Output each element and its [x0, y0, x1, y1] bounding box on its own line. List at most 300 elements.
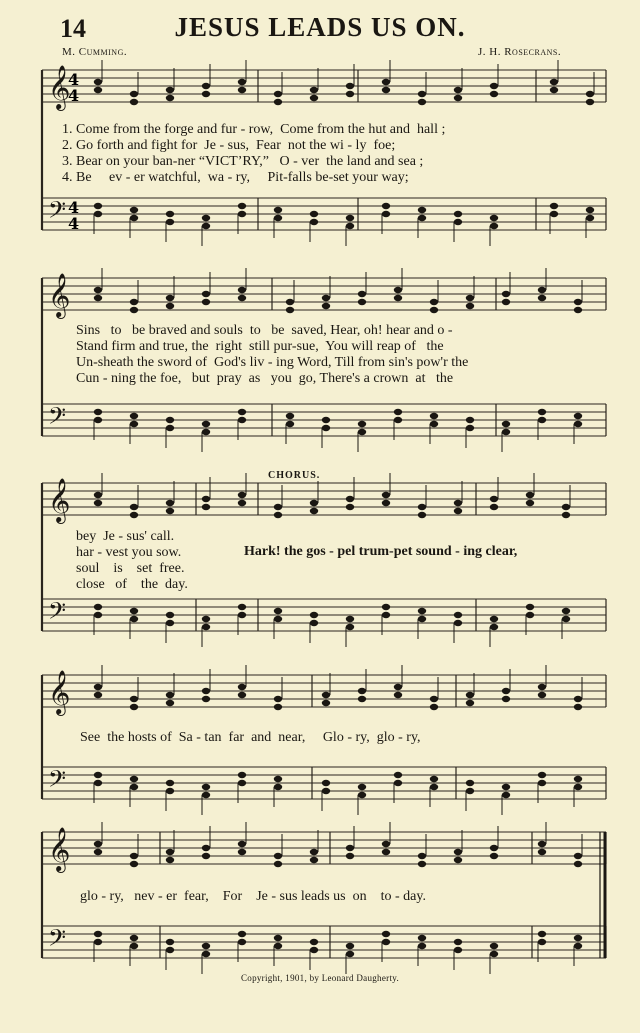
- note-head: [166, 700, 174, 706]
- note-head: [130, 99, 138, 105]
- note-head: [526, 500, 534, 506]
- note-head: [526, 492, 534, 498]
- note-head: [202, 792, 210, 798]
- note-head: [130, 207, 138, 213]
- note-head: [274, 215, 282, 221]
- note-head: [274, 608, 282, 614]
- note-head: [586, 99, 594, 105]
- note-head: [322, 788, 330, 794]
- note-head: [562, 512, 570, 518]
- note-head: [202, 853, 210, 859]
- note-head: [466, 788, 474, 794]
- chorus-label: CHORUS.: [268, 470, 321, 481]
- note-head: [490, 853, 498, 859]
- treble-clef-icon: 𝄞: [48, 478, 71, 522]
- note-head: [574, 853, 582, 859]
- treble-time-signature-top: 4: [68, 70, 80, 89]
- verse-line-2-3: Un-sheath the sword of God's liv - ing Word, Till from sin's pow'r the: [76, 355, 469, 370]
- note-head: [454, 620, 462, 626]
- note-head: [286, 299, 294, 305]
- note-head: [274, 784, 282, 790]
- note-head: [562, 616, 570, 622]
- note-head: [538, 780, 546, 786]
- page-number: 14: [60, 14, 86, 43]
- note-head: [238, 417, 246, 423]
- note-head: [94, 79, 102, 85]
- note-head: [322, 417, 330, 423]
- note-head: [238, 409, 246, 415]
- note-head: [538, 409, 546, 415]
- note-head: [346, 496, 354, 502]
- note-head: [310, 620, 318, 626]
- note-head: [382, 849, 390, 855]
- note-head: [166, 939, 174, 945]
- note-head: [394, 417, 402, 423]
- note-head: [238, 780, 246, 786]
- note-head: [394, 295, 402, 301]
- note-head: [238, 692, 246, 698]
- note-head: [130, 299, 138, 305]
- note-head: [418, 616, 426, 622]
- note-head: [322, 425, 330, 431]
- note-head: [286, 307, 294, 313]
- copyright-notice: Copyright, 1901, by Leonard Daugherty.: [240, 973, 400, 983]
- bass-clef-icon: 𝄢: [48, 196, 67, 229]
- note-head: [346, 845, 354, 851]
- note-head: [94, 492, 102, 498]
- note-head: [454, 95, 462, 101]
- note-head: [358, 792, 366, 798]
- note-head: [166, 87, 174, 93]
- note-head: [574, 776, 582, 782]
- note-head: [130, 413, 138, 419]
- verse-line-1-3: 3. Bear on your ban-ner “VICT’RY,” O - ver the land and sea ;: [62, 154, 424, 169]
- note-head: [94, 841, 102, 847]
- note-head: [466, 700, 474, 706]
- note-head: [94, 692, 102, 698]
- note-head: [490, 223, 498, 229]
- treble-clef-icon: 𝄞: [48, 273, 71, 317]
- note-head: [382, 211, 390, 217]
- note-head: [490, 943, 498, 949]
- note-head: [418, 943, 426, 949]
- note-head: [574, 784, 582, 790]
- note-head: [94, 684, 102, 690]
- chorus-lyric-line-2: See the hosts of Sa - tan far and near, Glo - ry, glo - ry,: [80, 730, 421, 745]
- note-head: [394, 684, 402, 690]
- note-head: [418, 91, 426, 97]
- note-head: [358, 688, 366, 694]
- note-head: [202, 784, 210, 790]
- note-head: [130, 512, 138, 518]
- note-head: [202, 291, 210, 297]
- note-head: [502, 291, 510, 297]
- note-head: [238, 203, 246, 209]
- note-head: [358, 784, 366, 790]
- note-head: [430, 307, 438, 313]
- note-head: [346, 504, 354, 510]
- note-head: [358, 421, 366, 427]
- note-head: [238, 492, 246, 498]
- note-head: [490, 91, 498, 97]
- note-head: [322, 700, 330, 706]
- note-head: [94, 409, 102, 415]
- note-head: [418, 608, 426, 614]
- note-head: [310, 219, 318, 225]
- note-head: [166, 211, 174, 217]
- note-head: [586, 207, 594, 213]
- note-head: [166, 692, 174, 698]
- note-head: [574, 696, 582, 702]
- note-head: [274, 504, 282, 510]
- bass-clef-icon: 𝄢: [48, 402, 67, 435]
- note-head: [130, 215, 138, 221]
- note-head: [502, 792, 510, 798]
- note-head: [94, 604, 102, 610]
- note-head: [418, 853, 426, 859]
- note-head: [166, 620, 174, 626]
- note-head: [538, 287, 546, 293]
- note-head: [202, 421, 210, 427]
- note-head: [94, 772, 102, 778]
- note-head: [358, 429, 366, 435]
- note-head: [490, 616, 498, 622]
- note-head: [394, 772, 402, 778]
- note-head: [310, 508, 318, 514]
- note-head: [574, 421, 582, 427]
- note-head: [238, 604, 246, 610]
- note-head: [310, 612, 318, 618]
- note-head: [502, 429, 510, 435]
- note-head: [346, 853, 354, 859]
- note-head: [130, 784, 138, 790]
- note-head: [94, 295, 102, 301]
- note-head: [94, 87, 102, 93]
- note-head: [502, 784, 510, 790]
- note-head: [202, 215, 210, 221]
- note-head: [346, 943, 354, 949]
- note-head: [274, 616, 282, 622]
- note-head: [382, 492, 390, 498]
- note-head: [166, 95, 174, 101]
- note-head: [202, 504, 210, 510]
- note-head: [130, 704, 138, 710]
- note-head: [94, 211, 102, 217]
- note-head: [466, 295, 474, 301]
- note-head: [166, 425, 174, 431]
- note-head: [202, 91, 210, 97]
- note-head: [346, 616, 354, 622]
- note-head: [274, 512, 282, 518]
- note-head: [430, 299, 438, 305]
- note-head: [526, 604, 534, 610]
- note-head: [202, 951, 210, 957]
- note-head: [94, 500, 102, 506]
- note-head: [310, 95, 318, 101]
- note-head: [574, 935, 582, 941]
- note-head: [574, 861, 582, 867]
- note-head: [166, 849, 174, 855]
- note-head: [238, 500, 246, 506]
- note-head: [430, 704, 438, 710]
- note-head: [286, 421, 294, 427]
- note-head: [166, 947, 174, 953]
- note-head: [130, 608, 138, 614]
- note-head: [358, 299, 366, 305]
- note-head: [166, 303, 174, 309]
- note-head: [274, 99, 282, 105]
- note-head: [538, 692, 546, 698]
- note-head: [538, 841, 546, 847]
- note-head: [322, 295, 330, 301]
- note-head: [454, 947, 462, 953]
- note-head: [202, 429, 210, 435]
- note-head: [454, 500, 462, 506]
- note-head: [310, 211, 318, 217]
- note-head: [430, 421, 438, 427]
- note-head: [310, 849, 318, 855]
- note-head: [382, 604, 390, 610]
- note-head: [490, 83, 498, 89]
- note-head: [166, 508, 174, 514]
- note-head: [382, 79, 390, 85]
- note-head: [166, 219, 174, 225]
- note-head: [238, 211, 246, 217]
- note-head: [430, 776, 438, 782]
- note-head: [538, 417, 546, 423]
- note-head: [394, 692, 402, 698]
- note-head: [202, 688, 210, 694]
- note-head: [382, 500, 390, 506]
- note-head: [586, 91, 594, 97]
- note-head: [574, 704, 582, 710]
- note-head: [166, 857, 174, 863]
- note-head: [550, 211, 558, 217]
- note-head: [454, 939, 462, 945]
- note-head: [454, 219, 462, 225]
- chorus-lyric-line-3: glo - ry, nev - er fear, For Je - sus leads us on to - day.: [80, 889, 426, 904]
- note-head: [454, 211, 462, 217]
- note-head: [238, 939, 246, 945]
- note-head: [130, 943, 138, 949]
- note-head: [166, 500, 174, 506]
- note-head: [574, 299, 582, 305]
- note-head: [574, 307, 582, 313]
- note-head: [202, 624, 210, 630]
- note-head: [538, 295, 546, 301]
- note-head: [202, 299, 210, 305]
- note-head: [490, 496, 498, 502]
- note-head: [538, 684, 546, 690]
- note-head: [202, 496, 210, 502]
- note-head: [238, 612, 246, 618]
- note-head: [310, 500, 318, 506]
- note-head: [94, 417, 102, 423]
- note-head: [130, 504, 138, 510]
- note-head: [574, 943, 582, 949]
- note-head: [394, 780, 402, 786]
- note-head: [418, 207, 426, 213]
- note-head: [538, 772, 546, 778]
- note-head: [202, 696, 210, 702]
- chorus-lyric-line-1: Hark! the gos - pel trum-pet sound - ing clear,: [244, 544, 518, 559]
- note-head: [202, 845, 210, 851]
- note-head: [166, 612, 174, 618]
- note-head: [490, 215, 498, 221]
- note-head: [238, 684, 246, 690]
- note-head: [550, 79, 558, 85]
- note-head: [274, 207, 282, 213]
- verse-line-1-1: 1. Come from the forge and fur - row, Come from the hut and hall ;: [62, 122, 446, 137]
- note-head: [358, 696, 366, 702]
- note-head: [238, 287, 246, 293]
- note-head: [130, 935, 138, 941]
- note-head: [454, 849, 462, 855]
- note-head: [310, 947, 318, 953]
- verse-line-1-2: 2. Go forth and fight for Je - sus, Fear not the wi - ly foe;: [62, 138, 396, 153]
- note-head: [394, 409, 402, 415]
- note-head: [454, 87, 462, 93]
- note-head: [274, 943, 282, 949]
- note-head: [166, 780, 174, 786]
- note-head: [130, 91, 138, 97]
- note-head: [562, 504, 570, 510]
- note-head: [94, 203, 102, 209]
- verse-line-3-3: soul is set free.: [76, 561, 185, 576]
- note-head: [286, 413, 294, 419]
- note-head: [466, 303, 474, 309]
- note-head: [454, 857, 462, 863]
- note-head: [382, 939, 390, 945]
- note-head: [418, 504, 426, 510]
- treble-time-signature-bottom: 4: [68, 86, 80, 105]
- bass-clef-icon: 𝄢: [48, 924, 67, 957]
- note-head: [94, 612, 102, 618]
- note-head: [346, 91, 354, 97]
- note-head: [346, 624, 354, 630]
- note-head: [346, 83, 354, 89]
- note-head: [238, 849, 246, 855]
- note-head: [526, 612, 534, 618]
- note-head: [394, 287, 402, 293]
- note-head: [130, 307, 138, 313]
- note-head: [502, 421, 510, 427]
- note-head: [382, 87, 390, 93]
- note-head: [322, 692, 330, 698]
- note-head: [94, 287, 102, 293]
- note-head: [238, 772, 246, 778]
- note-head: [94, 931, 102, 937]
- note-head: [94, 939, 102, 945]
- note-head: [490, 504, 498, 510]
- note-head: [418, 861, 426, 867]
- note-head: [382, 612, 390, 618]
- note-head: [550, 87, 558, 93]
- note-head: [238, 295, 246, 301]
- note-head: [130, 853, 138, 859]
- note-head: [382, 203, 390, 209]
- composer-credit: J. H. Rosecrans.: [478, 46, 562, 58]
- verse-line-2-1: Sins to be braved and souls to be saved, Hear, oh! hear and o -: [76, 323, 453, 338]
- verse-line-3-4: close of the day.: [76, 577, 188, 592]
- note-head: [322, 303, 330, 309]
- note-head: [130, 776, 138, 782]
- verse-line-2-2: Stand firm and true, the right still pur-sue, You will reap of the: [76, 339, 444, 354]
- note-head: [490, 845, 498, 851]
- note-head: [274, 91, 282, 97]
- note-head: [130, 616, 138, 622]
- note-head: [166, 417, 174, 423]
- note-head: [466, 425, 474, 431]
- note-head: [166, 295, 174, 301]
- verse-line-3-2: har - vest you sow.: [76, 545, 182, 560]
- note-head: [322, 780, 330, 786]
- note-head: [202, 223, 210, 229]
- note-head: [454, 508, 462, 514]
- note-head: [310, 87, 318, 93]
- note-head: [202, 616, 210, 622]
- note-head: [454, 612, 462, 618]
- note-head: [202, 83, 210, 89]
- note-head: [346, 215, 354, 221]
- treble-clef-icon: 𝄞: [48, 670, 71, 714]
- note-head: [238, 79, 246, 85]
- note-head: [274, 861, 282, 867]
- note-head: [238, 841, 246, 847]
- note-head: [502, 696, 510, 702]
- note-head: [586, 215, 594, 221]
- bass-clef-icon: 𝄢: [48, 597, 67, 630]
- note-head: [274, 935, 282, 941]
- lyricist-credit: M. Cumming.: [62, 46, 128, 58]
- note-head: [238, 87, 246, 93]
- note-head: [538, 849, 546, 855]
- treble-clef-icon: 𝄞: [48, 65, 71, 109]
- note-head: [574, 413, 582, 419]
- note-head: [358, 291, 366, 297]
- note-head: [130, 861, 138, 867]
- bass-time-signature-top: 4: [68, 198, 80, 217]
- bass-clef-icon: 𝄢: [48, 765, 67, 798]
- note-head: [310, 857, 318, 863]
- note-head: [562, 608, 570, 614]
- note-head: [538, 939, 546, 945]
- note-head: [490, 624, 498, 630]
- note-head: [130, 421, 138, 427]
- treble-clef-icon: 𝄞: [48, 827, 71, 871]
- note-head: [502, 688, 510, 694]
- note-head: [382, 931, 390, 937]
- note-head: [466, 780, 474, 786]
- note-head: [466, 692, 474, 698]
- hymn-title: JESUS LEADS US ON.: [174, 12, 466, 42]
- bass-time-signature-bottom: 4: [68, 214, 80, 233]
- verse-line-2-4: Cun - ning the foe, but pray as you go, There's a crown at the: [76, 371, 454, 386]
- note-head: [274, 853, 282, 859]
- note-head: [466, 417, 474, 423]
- note-head: [430, 696, 438, 702]
- note-head: [418, 512, 426, 518]
- note-head: [430, 413, 438, 419]
- note-head: [346, 223, 354, 229]
- note-head: [274, 704, 282, 710]
- note-head: [418, 99, 426, 105]
- note-head: [430, 784, 438, 790]
- note-head: [418, 215, 426, 221]
- note-head: [130, 696, 138, 702]
- note-head: [238, 931, 246, 937]
- note-head: [502, 299, 510, 305]
